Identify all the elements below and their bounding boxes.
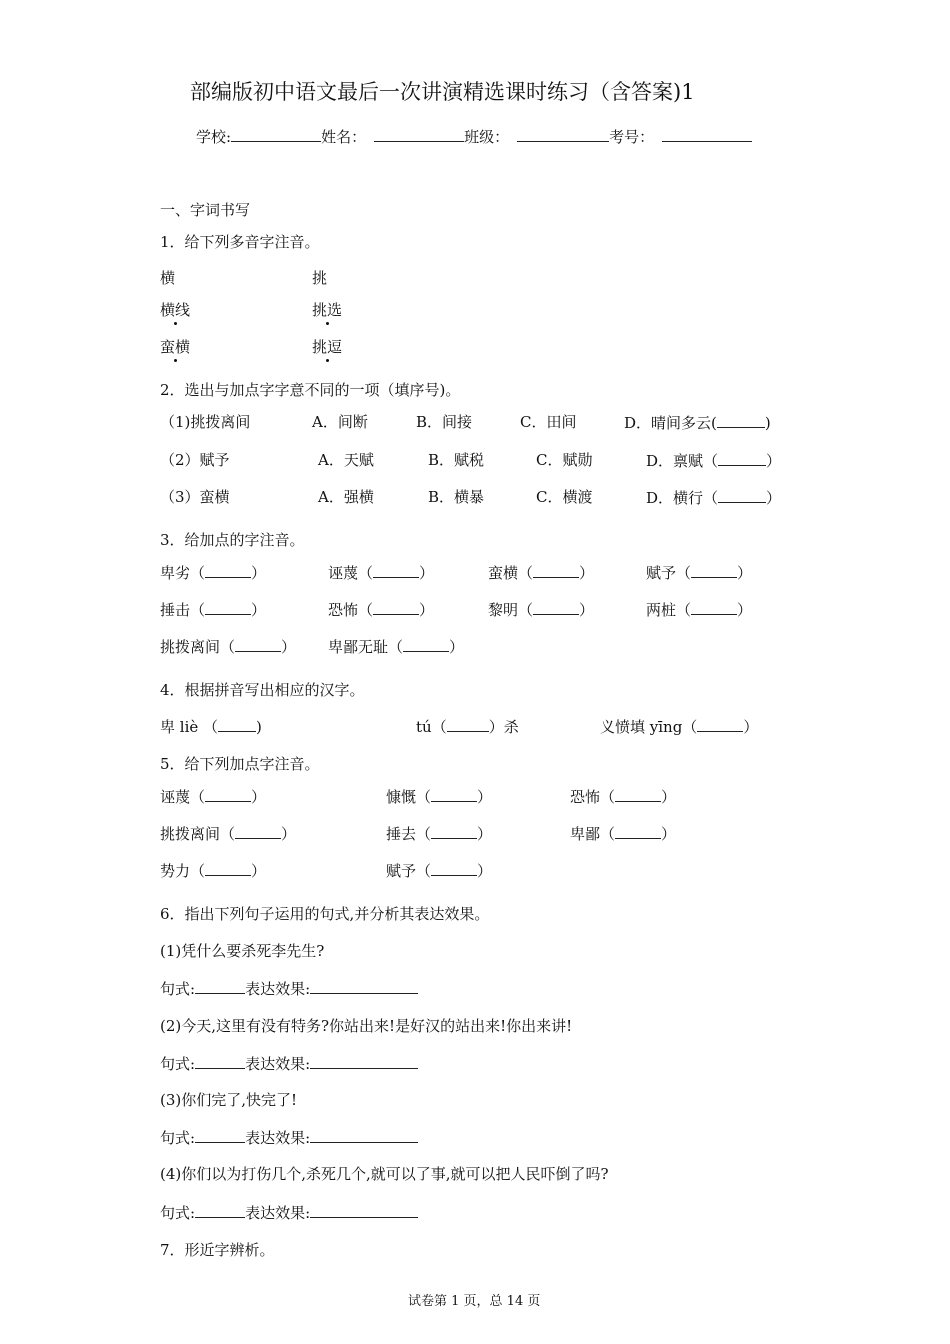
answer-blank[interactable] — [718, 450, 766, 466]
effect-label: 表达效果: — [245, 1055, 311, 1073]
q3-item — [328, 562, 434, 583]
q5-word: 挑拨离间（ — [160, 825, 236, 843]
close-paren: ） — [281, 825, 297, 843]
q3-word: 赋予（ — [646, 564, 692, 582]
q2-option-d — [646, 450, 781, 471]
name-field[interactable] — [374, 126, 464, 142]
close-paren: ） — [579, 601, 595, 619]
answer-blank[interactable] — [718, 487, 766, 503]
close-paren: ） — [419, 564, 435, 582]
form-blank[interactable] — [195, 1053, 245, 1069]
school-label: 学校: — [196, 128, 232, 146]
q6-answer-line — [160, 1053, 418, 1074]
q5-item — [386, 823, 492, 844]
section-heading: 一、字词书写 — [160, 201, 251, 219]
q2-option-d-text: D．禀赋（ — [646, 452, 719, 470]
answer-blank[interactable] — [431, 823, 477, 839]
q3-item — [328, 636, 464, 657]
q3-item — [488, 562, 594, 583]
q6-sentence: (2)今天,这里有没有特务?你站出来!是好汉的站出来!你出来讲! — [160, 1017, 573, 1035]
q3-item — [488, 599, 594, 620]
pinyin-prompt: 卑 liè （ — [160, 718, 219, 736]
form-blank[interactable] — [195, 1202, 245, 1218]
q3-item — [160, 636, 296, 657]
q2-option-a: A．天赋 — [318, 451, 374, 469]
q5-item — [386, 860, 492, 881]
q6-answer-line — [160, 1127, 418, 1148]
close-paren: ） — [737, 564, 753, 582]
question-4-stem: 4．根据拼音写出相应的汉字。 — [160, 681, 365, 699]
answer-blank[interactable] — [205, 786, 251, 802]
close-paren: ） — [251, 564, 267, 582]
close-paren: ） — [281, 638, 297, 656]
q6-answer-line — [160, 1202, 418, 1223]
close-paren: ） — [419, 601, 435, 619]
form-label: 句式: — [160, 1204, 196, 1222]
q2-option-c: C．横渡 — [536, 488, 593, 506]
close-paren: ）杀 — [488, 718, 519, 736]
q2-option-d-text: D．晴间多云( — [624, 414, 717, 432]
school-field[interactable] — [231, 126, 321, 142]
q5-item — [386, 786, 492, 807]
q2-option-d-text: D．横行（ — [646, 489, 719, 507]
close-paren: ） — [251, 788, 267, 806]
close-paren: ） — [477, 862, 493, 880]
answer-blank[interactable] — [697, 716, 743, 732]
page-footer: 试卷第 1 页，总 14 页 — [408, 1294, 541, 1309]
answer-blank[interactable] — [717, 412, 765, 428]
question-5-stem: 5．给下列加点字注音。 — [160, 755, 320, 773]
close-paren: ） — [251, 601, 267, 619]
q6-sentence: (4)你们以为打伤几个,杀死几个,就可以了事,就可以把人民吓倒了吗? — [160, 1165, 609, 1183]
q2-option-a: A．强横 — [318, 488, 374, 506]
student-info-line — [196, 126, 752, 147]
q6-answer-line — [160, 978, 418, 999]
q5-word: 卑鄙（ — [570, 825, 616, 843]
q4-item — [416, 716, 519, 737]
answer-blank[interactable] — [373, 562, 419, 578]
q5-item — [570, 786, 676, 807]
q1-word-text: 挑选 — [312, 301, 343, 319]
q2-option-b: B．赋税 — [428, 451, 485, 469]
q2-option-d — [624, 412, 771, 433]
q1-char-2: 挑 — [312, 269, 328, 287]
close-paren: ） — [251, 862, 267, 880]
answer-blank[interactable] — [447, 716, 489, 732]
effect-label: 表达效果: — [245, 980, 311, 998]
question-7-stem: 7．形近字辨析。 — [160, 1241, 275, 1259]
q5-item — [160, 860, 266, 881]
q1-word-text: 挑逗 — [312, 338, 343, 356]
q5-word: 慷慨（ — [386, 788, 432, 806]
q2-close: ） — [766, 452, 782, 470]
q3-item — [328, 599, 434, 620]
q3-word: 黎明（ — [488, 601, 534, 619]
q3-item — [160, 562, 266, 583]
close-paren: ) — [256, 718, 262, 736]
form-label: 句式: — [160, 980, 196, 998]
answer-blank[interactable] — [691, 599, 737, 615]
close-paren: ） — [743, 718, 759, 736]
q5-word: 恐怖（ — [570, 788, 616, 806]
q2-option-c: C．赋勋 — [536, 451, 593, 469]
q1-word-text: 蛮横 — [160, 338, 191, 356]
answer-blank[interactable] — [205, 860, 251, 876]
answer-blank[interactable] — [235, 636, 281, 652]
q3-word: 捶击（ — [160, 601, 206, 619]
q1-word — [160, 337, 190, 357]
close-paren: ） — [477, 788, 493, 806]
q2-option-d — [646, 487, 781, 508]
answer-blank[interactable] — [533, 599, 579, 615]
answer-blank[interactable] — [403, 636, 449, 652]
close-paren: ） — [737, 601, 753, 619]
q1-char-1: 横 — [160, 269, 176, 287]
pinyin-prompt: tú（ — [416, 718, 447, 736]
effect-label: 表达效果: — [245, 1204, 311, 1222]
q6-sentence: (1)凭什么要杀死李先生? — [160, 942, 325, 960]
question-3-stem: 3．给加点的字注音。 — [160, 531, 305, 549]
answer-blank[interactable] — [205, 599, 251, 615]
q3-item — [160, 599, 266, 620]
close-paren: ） — [661, 825, 677, 843]
q2-item: （3）蛮横 — [160, 488, 230, 506]
effect-blank[interactable] — [310, 1053, 418, 1069]
q2-option-b: B．横暴 — [428, 488, 485, 506]
q3-word: 两桩（ — [646, 601, 692, 619]
pinyin-prompt: 义愤填 yīng（ — [600, 718, 698, 736]
answer-blank[interactable] — [431, 860, 477, 876]
q5-item — [160, 786, 266, 807]
answer-blank[interactable] — [533, 562, 579, 578]
answer-blank[interactable] — [615, 786, 661, 802]
q3-item — [646, 562, 752, 583]
question-2-stem: 2．选出与加点字字意不同的一项（填序号)。 — [160, 381, 461, 399]
close-paren: ） — [579, 564, 595, 582]
q4-item — [160, 716, 262, 737]
form-label: 句式: — [160, 1129, 196, 1147]
q2-close: ) — [764, 414, 771, 432]
q3-word: 挑拨离间（ — [160, 638, 236, 656]
q3-word: 卑鄙无耻（ — [328, 638, 404, 656]
effect-blank[interactable] — [310, 1202, 418, 1218]
class-field[interactable] — [517, 126, 609, 142]
name-label: 姓名： — [321, 128, 367, 146]
close-paren: ） — [449, 638, 465, 656]
q1-word — [312, 300, 342, 320]
q6-sentence: (3)你们完了,快完了! — [160, 1091, 298, 1109]
answer-blank[interactable] — [218, 716, 256, 732]
q1-word-text: 横线 — [160, 301, 191, 319]
class-label: 班级： — [464, 128, 510, 146]
q1-word — [160, 300, 190, 320]
q3-word: 恐怖（ — [328, 601, 374, 619]
close-paren: ） — [661, 788, 677, 806]
close-paren: ） — [477, 825, 493, 843]
exam-no-field[interactable] — [662, 126, 752, 142]
form-label: 句式: — [160, 1055, 196, 1073]
q5-item — [160, 823, 296, 844]
q3-word: 卑劣（ — [160, 564, 206, 582]
q2-option-b: B．间接 — [416, 413, 473, 431]
q2-item: （1)挑拨离间 — [160, 413, 251, 431]
form-blank[interactable] — [195, 1127, 245, 1143]
effect-label: 表达效果: — [245, 1129, 311, 1147]
exam-no-label: 考号： — [609, 128, 655, 146]
question-6-stem: 6．指出下列句子运用的句式,并分析其表达效果。 — [160, 905, 490, 923]
q3-word: 诬蔑（ — [328, 564, 374, 582]
answer-blank[interactable] — [691, 562, 737, 578]
q5-word: 诬蔑（ — [160, 788, 206, 806]
page-title: 部编版初中语文最后一次讲演精选课时练习（含答案)1 — [190, 80, 695, 104]
q2-option-c: C．田间 — [520, 413, 577, 431]
answer-blank[interactable] — [431, 786, 477, 802]
q1-word — [312, 337, 342, 357]
q5-item — [570, 823, 676, 844]
effect-blank[interactable] — [310, 978, 418, 994]
answer-blank[interactable] — [205, 562, 251, 578]
question-1-stem: 1．给下列多音字注音。 — [160, 233, 320, 251]
q3-word: 蛮横（ — [488, 564, 534, 582]
q5-word: 赋予（ — [386, 862, 432, 880]
q5-word: 势力（ — [160, 862, 206, 880]
q5-word: 捶去（ — [386, 825, 432, 843]
answer-blank[interactable] — [235, 823, 281, 839]
answer-blank[interactable] — [615, 823, 661, 839]
answer-blank[interactable] — [373, 599, 419, 615]
effect-blank[interactable] — [310, 1127, 418, 1143]
q3-item — [646, 599, 752, 620]
q2-option-a: A．间断 — [312, 413, 368, 431]
form-blank[interactable] — [195, 978, 245, 994]
q4-item — [600, 716, 758, 737]
q2-item: （2）赋予 — [160, 451, 230, 469]
q2-close: ） — [766, 489, 782, 507]
